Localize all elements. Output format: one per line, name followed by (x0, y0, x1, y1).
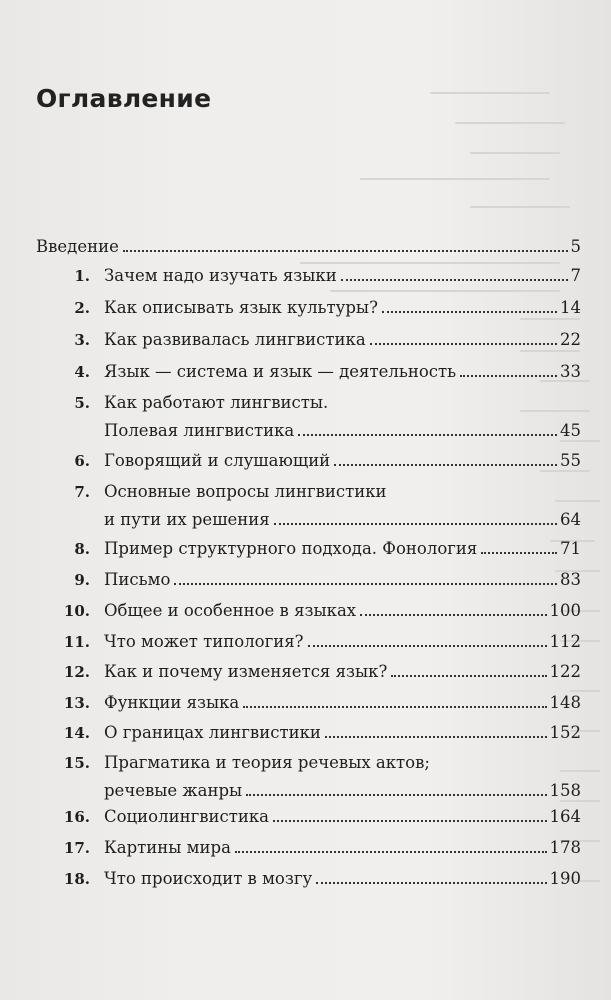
toc-entry-title: Функции языка (104, 693, 240, 712)
toc-entry-title: Что может типология? (104, 632, 304, 651)
toc-entry-title: Основные вопросы лингвистики (104, 482, 387, 501)
leader-dots (382, 311, 557, 313)
toc-entry-title: Как развивалась лингвистика (104, 330, 366, 349)
leader-dots (235, 851, 547, 853)
toc-entry-number: 16. (63, 808, 90, 826)
toc-entry-number: 11. (63, 633, 90, 651)
toc-entry-page: 14 (560, 298, 581, 317)
toc-entry-page: 148 (549, 693, 581, 712)
toc-entry-title: Зачем надо изучать языки (104, 266, 337, 285)
toc-entry-title: Говорящий и слушающий (104, 451, 331, 470)
toc-entry-number: 9. (74, 571, 90, 589)
toc-entry-page: 152 (549, 723, 581, 742)
toc-entry-title: Язык — система и язык — деятельность (104, 362, 457, 381)
leader-dots (316, 882, 546, 884)
leader-dots (274, 523, 557, 525)
toc-entry-number: 12. (63, 663, 90, 681)
leader-dots (370, 343, 557, 345)
toc-entry-title: Прагматика и теория речевых актов; (104, 753, 430, 772)
leader-dots (308, 645, 547, 647)
toc-entry-number: 14. (63, 724, 90, 742)
toc-entry-page: 158 (549, 781, 581, 800)
leader-dots (391, 675, 546, 677)
toc-entry-title: Картины мира (104, 838, 231, 857)
toc-entry-page: 22 (560, 330, 581, 349)
leader-dots (325, 736, 547, 738)
leader-dots (246, 794, 546, 796)
toc-entry-title: О границах лингвистики (104, 723, 321, 742)
toc-entry-title: Общее и особенное в языках (104, 601, 357, 620)
toc-entry-page: 83 (560, 570, 581, 589)
leader-dots (243, 706, 546, 708)
leader-dots (481, 552, 557, 554)
toc-entry-number: 15. (63, 754, 90, 772)
toc-entry-page: 112 (549, 632, 581, 651)
toc-entry-page: 71 (560, 539, 581, 558)
leader-dots (341, 279, 568, 281)
toc-entry-title: Что происходит в мозгу (104, 869, 313, 888)
toc-entry-number: 10. (63, 602, 90, 620)
toc-entry-number: 8. (74, 540, 90, 558)
toc-entry-number: 3. (74, 331, 90, 349)
leader-dots (460, 375, 557, 377)
toc-entry-page: 5 (570, 237, 581, 256)
toc-entry-number: 7. (74, 483, 90, 501)
toc-entry-page: 45 (560, 421, 581, 440)
toc-entry-number: 1. (74, 267, 90, 285)
page-title: Оглавление (36, 84, 212, 113)
toc-entry-number: 18. (63, 870, 90, 888)
toc-entry-number: 17. (63, 839, 90, 857)
toc-entry-title: Введение (36, 237, 119, 256)
toc-entry-page: 178 (549, 838, 581, 857)
toc-entry-number: 4. (74, 363, 90, 381)
toc-entry-page: 122 (549, 662, 581, 681)
toc-entry-page: 55 (560, 451, 581, 470)
toc-entry-page: 33 (560, 362, 581, 381)
toc-entry-page: 190 (549, 869, 581, 888)
toc-entry-page: 100 (549, 601, 581, 620)
toc-entry-page: 164 (549, 807, 581, 826)
toc-entry-title: Пример структурного подхода. Фонология (104, 539, 478, 558)
toc-entry-number: 6. (74, 452, 90, 470)
leader-dots (123, 250, 568, 252)
toc-entry-title: Социолингвистика (104, 807, 270, 826)
leader-dots (174, 583, 557, 585)
toc-entry-page: 64 (560, 510, 581, 529)
leader-dots (298, 434, 557, 436)
toc-entry-page: 7 (570, 266, 581, 285)
toc-entry-title: Полевая лингвистика (104, 421, 295, 440)
toc-entry-title: Как описывать язык культуры? (104, 298, 378, 317)
toc-entry-title: и пути их решения (104, 510, 270, 529)
leader-dots (334, 464, 557, 466)
leader-dots (360, 614, 546, 616)
toc-entry-title: Письмо (104, 570, 171, 589)
toc-entry-number: 2. (74, 299, 90, 317)
toc-entry-title: Как работают лингвисты. (104, 393, 329, 412)
toc-entry-title: речевые жанры (104, 781, 243, 800)
toc-entry-number: 5. (74, 394, 90, 412)
toc-entry-title: Как и почему изменяется язык? (104, 662, 388, 681)
leader-dots (273, 820, 546, 822)
toc-entry-number: 13. (63, 694, 90, 712)
